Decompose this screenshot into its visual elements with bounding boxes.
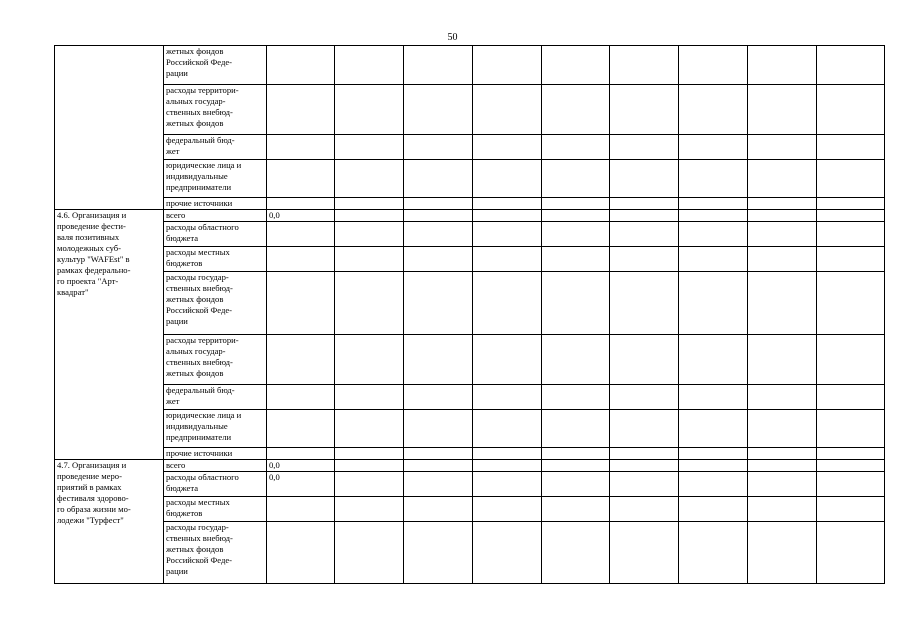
table-row bbox=[55, 460, 885, 472]
empty-cell bbox=[542, 497, 610, 522]
empty-cell bbox=[473, 472, 542, 497]
empty-cell bbox=[542, 410, 610, 448]
source-cell: расходы государ- ственных внебюд- жетных фондов Российской Феде- рации bbox=[164, 522, 267, 584]
empty-cell bbox=[610, 410, 679, 448]
value-cell bbox=[267, 247, 335, 272]
empty-cell bbox=[748, 410, 817, 448]
empty-cell bbox=[473, 272, 542, 335]
value-cell bbox=[267, 198, 335, 210]
empty-cell bbox=[610, 522, 679, 584]
empty-cell bbox=[404, 335, 473, 385]
empty-cell bbox=[335, 460, 404, 472]
empty-cell bbox=[817, 410, 885, 448]
empty-cell bbox=[610, 385, 679, 410]
empty-cell bbox=[473, 522, 542, 584]
empty-cell bbox=[817, 472, 885, 497]
value-cell bbox=[267, 272, 335, 335]
empty-cell bbox=[748, 247, 817, 272]
empty-cell bbox=[542, 472, 610, 497]
table-row bbox=[55, 46, 885, 85]
empty-cell bbox=[542, 335, 610, 385]
value-cell bbox=[267, 385, 335, 410]
empty-cell bbox=[817, 160, 885, 198]
empty-cell bbox=[542, 135, 610, 160]
empty-cell bbox=[817, 460, 885, 472]
program-cell bbox=[55, 46, 164, 210]
table-row bbox=[55, 472, 885, 497]
table-row bbox=[55, 272, 885, 335]
empty-cell bbox=[679, 272, 748, 335]
empty-cell bbox=[542, 522, 610, 584]
empty-cell bbox=[748, 46, 817, 85]
empty-cell bbox=[679, 385, 748, 410]
empty-cell bbox=[748, 522, 817, 584]
empty-cell bbox=[404, 385, 473, 410]
empty-cell bbox=[748, 385, 817, 410]
table-row bbox=[55, 335, 885, 385]
empty-cell bbox=[335, 85, 404, 135]
empty-cell bbox=[679, 497, 748, 522]
empty-cell bbox=[610, 272, 679, 335]
empty-cell bbox=[473, 247, 542, 272]
empty-cell bbox=[542, 198, 610, 210]
source-cell: федеральный бюд- жет bbox=[164, 385, 267, 410]
empty-cell bbox=[335, 448, 404, 460]
empty-cell bbox=[473, 497, 542, 522]
empty-cell bbox=[542, 46, 610, 85]
empty-cell bbox=[748, 448, 817, 460]
table-row bbox=[55, 410, 885, 448]
empty-cell bbox=[610, 198, 679, 210]
empty-cell bbox=[404, 247, 473, 272]
empty-cell bbox=[404, 522, 473, 584]
empty-cell bbox=[335, 198, 404, 210]
table-row bbox=[55, 497, 885, 522]
empty-cell bbox=[817, 272, 885, 335]
empty-cell bbox=[679, 46, 748, 85]
empty-cell bbox=[748, 222, 817, 247]
value-cell bbox=[267, 222, 335, 247]
value-cell bbox=[267, 46, 335, 85]
empty-cell bbox=[473, 448, 542, 460]
empty-cell bbox=[748, 272, 817, 335]
empty-cell bbox=[335, 222, 404, 247]
empty-cell bbox=[817, 522, 885, 584]
empty-cell bbox=[404, 460, 473, 472]
empty-cell bbox=[404, 46, 473, 85]
empty-cell bbox=[473, 222, 542, 247]
empty-cell bbox=[335, 160, 404, 198]
empty-cell bbox=[473, 210, 542, 222]
empty-cell bbox=[542, 448, 610, 460]
empty-cell bbox=[817, 210, 885, 222]
empty-cell bbox=[404, 472, 473, 497]
empty-cell bbox=[817, 85, 885, 135]
value-cell bbox=[267, 335, 335, 385]
empty-cell bbox=[679, 522, 748, 584]
empty-cell bbox=[817, 335, 885, 385]
empty-cell bbox=[679, 160, 748, 198]
empty-cell bbox=[679, 135, 748, 160]
table-row bbox=[55, 222, 885, 247]
empty-cell bbox=[404, 448, 473, 460]
empty-cell bbox=[542, 272, 610, 335]
program-cell: 4.6. Организация и проведение фести- валя позитивных молодежных суб- культур "WAFEst" в рамках федерально- го проекта "Арт- квадрат" bbox=[55, 210, 164, 460]
empty-cell bbox=[748, 85, 817, 135]
empty-cell bbox=[404, 210, 473, 222]
empty-cell bbox=[542, 85, 610, 135]
table-row bbox=[55, 135, 885, 160]
source-cell: расходы областного бюджета bbox=[164, 222, 267, 247]
empty-cell bbox=[473, 385, 542, 410]
empty-cell bbox=[473, 198, 542, 210]
value-cell: 0,0 bbox=[267, 210, 335, 222]
empty-cell bbox=[817, 247, 885, 272]
empty-cell bbox=[335, 210, 404, 222]
empty-cell bbox=[610, 448, 679, 460]
table-row bbox=[55, 160, 885, 198]
empty-cell bbox=[473, 135, 542, 160]
value-cell: 0,0 bbox=[267, 460, 335, 472]
empty-cell bbox=[542, 385, 610, 410]
empty-cell bbox=[748, 335, 817, 385]
empty-cell bbox=[679, 247, 748, 272]
empty-cell bbox=[679, 460, 748, 472]
table-row bbox=[55, 210, 885, 222]
empty-cell bbox=[473, 160, 542, 198]
source-cell: всего bbox=[164, 460, 267, 472]
value-cell bbox=[267, 410, 335, 448]
empty-cell bbox=[679, 210, 748, 222]
source-cell: всего bbox=[164, 210, 267, 222]
table-row bbox=[55, 247, 885, 272]
empty-cell bbox=[679, 335, 748, 385]
empty-cell bbox=[335, 247, 404, 272]
table-row bbox=[55, 522, 885, 584]
empty-cell bbox=[679, 410, 748, 448]
empty-cell bbox=[817, 135, 885, 160]
empty-cell bbox=[679, 472, 748, 497]
empty-cell bbox=[335, 472, 404, 497]
funding-table bbox=[54, 45, 885, 584]
empty-cell bbox=[542, 222, 610, 247]
empty-cell bbox=[817, 385, 885, 410]
empty-cell bbox=[748, 198, 817, 210]
empty-cell bbox=[610, 472, 679, 497]
empty-cell bbox=[817, 46, 885, 85]
value-cell bbox=[267, 85, 335, 135]
empty-cell bbox=[404, 410, 473, 448]
empty-cell bbox=[817, 497, 885, 522]
source-cell: жетных фондов Российской Феде- рации bbox=[164, 46, 267, 85]
value-cell: 0,0 bbox=[267, 472, 335, 497]
empty-cell bbox=[335, 497, 404, 522]
empty-cell bbox=[679, 198, 748, 210]
empty-cell bbox=[335, 522, 404, 584]
table-row bbox=[55, 85, 885, 135]
empty-cell bbox=[610, 335, 679, 385]
empty-cell bbox=[473, 85, 542, 135]
source-cell: расходы территори- альных государ- ственных внебюд- жетных фондов bbox=[164, 335, 267, 385]
empty-cell bbox=[404, 85, 473, 135]
empty-cell bbox=[473, 335, 542, 385]
empty-cell bbox=[817, 198, 885, 210]
empty-cell bbox=[748, 135, 817, 160]
value-cell bbox=[267, 448, 335, 460]
empty-cell bbox=[473, 460, 542, 472]
empty-cell bbox=[610, 222, 679, 247]
empty-cell bbox=[748, 497, 817, 522]
source-cell: прочие источники bbox=[164, 198, 267, 210]
empty-cell bbox=[542, 160, 610, 198]
empty-cell bbox=[542, 247, 610, 272]
empty-cell bbox=[335, 410, 404, 448]
source-cell: расходы территори- альных государ- ственных внебюд- жетных фондов bbox=[164, 85, 267, 135]
empty-cell bbox=[335, 385, 404, 410]
page-number: 50 bbox=[447, 32, 458, 43]
value-cell bbox=[267, 135, 335, 160]
empty-cell bbox=[473, 46, 542, 85]
empty-cell bbox=[404, 497, 473, 522]
empty-cell bbox=[610, 210, 679, 222]
value-cell bbox=[267, 160, 335, 198]
program-cell: 4.7. Организация и проведение меро- приятий в рамках фестиваля здорово- го образа жизни мо- лодежи "Турфест" bbox=[55, 460, 164, 584]
empty-cell bbox=[748, 472, 817, 497]
table-row bbox=[55, 198, 885, 210]
empty-cell bbox=[404, 135, 473, 160]
source-cell: расходы государ- ственных внебюд- жетных фондов Российской Феде- рации bbox=[164, 272, 267, 335]
source-cell: юридические лица и индивидуальные предприниматели bbox=[164, 410, 267, 448]
source-cell: прочие источники bbox=[164, 448, 267, 460]
empty-cell bbox=[679, 448, 748, 460]
empty-cell bbox=[679, 85, 748, 135]
empty-cell bbox=[610, 160, 679, 198]
empty-cell bbox=[817, 222, 885, 247]
empty-cell bbox=[610, 85, 679, 135]
empty-cell bbox=[404, 198, 473, 210]
source-cell: расходы областного бюджета bbox=[164, 472, 267, 497]
empty-cell bbox=[473, 410, 542, 448]
empty-cell bbox=[610, 247, 679, 272]
empty-cell bbox=[748, 210, 817, 222]
value-cell bbox=[267, 497, 335, 522]
empty-cell bbox=[335, 46, 404, 85]
empty-cell bbox=[542, 210, 610, 222]
empty-cell bbox=[610, 497, 679, 522]
source-cell: расходы местных бюджетов bbox=[164, 247, 267, 272]
empty-cell bbox=[817, 448, 885, 460]
empty-cell bbox=[748, 160, 817, 198]
empty-cell bbox=[335, 272, 404, 335]
empty-cell bbox=[404, 222, 473, 247]
table-row bbox=[55, 385, 885, 410]
empty-cell bbox=[542, 460, 610, 472]
empty-cell bbox=[610, 135, 679, 160]
source-cell: федеральный бюд- жет bbox=[164, 135, 267, 160]
table-row bbox=[55, 448, 885, 460]
source-cell: расходы местных бюджетов bbox=[164, 497, 267, 522]
empty-cell bbox=[679, 222, 748, 247]
empty-cell bbox=[404, 272, 473, 335]
source-cell: юридические лица и индивидуальные предприниматели bbox=[164, 160, 267, 198]
empty-cell bbox=[610, 46, 679, 85]
value-cell bbox=[267, 522, 335, 584]
empty-cell bbox=[335, 335, 404, 385]
empty-cell bbox=[335, 135, 404, 160]
empty-cell bbox=[610, 460, 679, 472]
empty-cell bbox=[748, 460, 817, 472]
empty-cell bbox=[404, 160, 473, 198]
